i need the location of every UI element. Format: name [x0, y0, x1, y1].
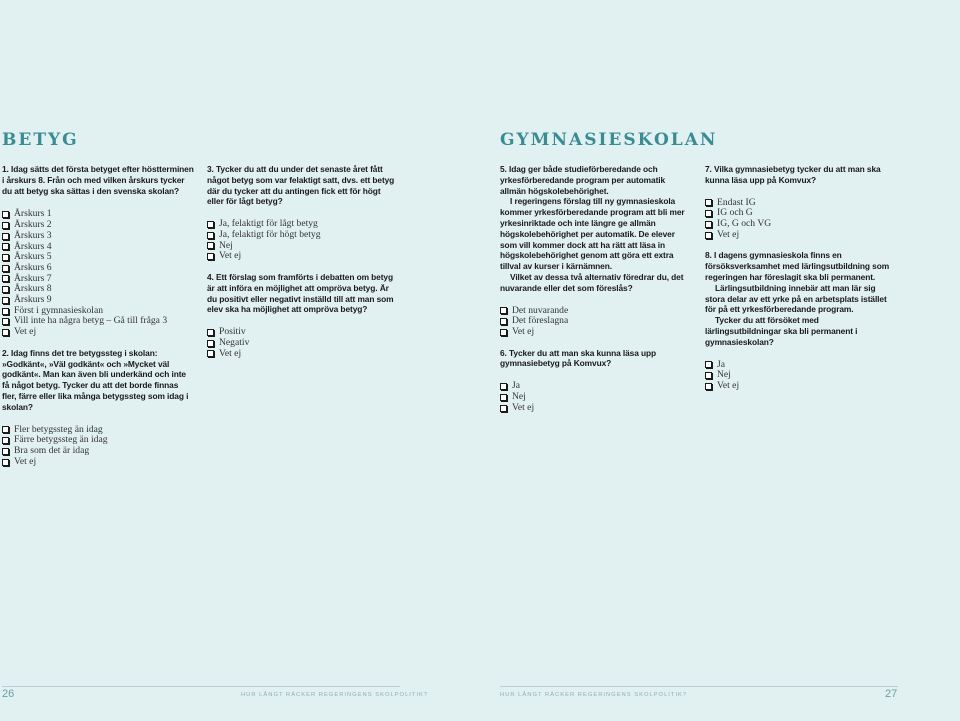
- option-label: Årskurs 2: [14, 219, 52, 231]
- option-label: Nej: [717, 369, 731, 381]
- option-label: Årskurs 5: [14, 251, 52, 263]
- footer-rule-left: [2, 686, 400, 687]
- option-label: Vet ej: [14, 326, 37, 338]
- checkbox-icon[interactable]: [2, 211, 9, 218]
- checkbox-icon[interactable]: [207, 253, 214, 260]
- option-label: Årskurs 9: [14, 294, 52, 306]
- column-left-2: [207, 164, 399, 369]
- checkbox-icon[interactable]: [2, 448, 9, 455]
- option-label: Årskurs 4: [14, 240, 52, 252]
- option-label: Färre betygssteg än idag: [14, 434, 108, 446]
- option-item[interactable]: [2, 327, 194, 338]
- checkbox-icon[interactable]: [2, 243, 9, 250]
- section-title-betyg: BETYG: [2, 130, 79, 150]
- checkbox-icon[interactable]: [705, 232, 712, 239]
- checkbox-icon[interactable]: [2, 254, 9, 261]
- option-label: Årskurs 8: [14, 283, 52, 295]
- checkbox-icon[interactable]: [2, 426, 9, 433]
- checkbox-icon[interactable]: [207, 221, 214, 228]
- checkbox-icon[interactable]: [500, 318, 507, 325]
- question-1: 1. Idag sätts det första betyget efter höstterminen i årskurs 8. Från och med vilken årskurs tycker du att betyg ska sättas i den svenska skolan?: [2, 164, 194, 196]
- checkbox-icon[interactable]: [500, 394, 507, 401]
- option-label: Vet ej: [717, 379, 740, 391]
- option-item[interactable]: [2, 457, 194, 468]
- option-item[interactable]: [207, 230, 399, 241]
- question-8-prompt: Tycker du att försöket med lärlingsutbildningar ska bli permanent i gymnasieskolan?: [705, 315, 858, 347]
- option-label: Vet ej: [219, 347, 242, 359]
- option-item[interactable]: [500, 403, 692, 414]
- checkbox-icon[interactable]: [705, 383, 712, 390]
- option-label: Vet ej: [717, 228, 740, 240]
- option-label: Årskurs 6: [14, 261, 52, 273]
- option-label: IG och G: [717, 207, 753, 219]
- option-item[interactable]: [500, 327, 692, 338]
- checkbox-icon[interactable]: [500, 405, 507, 412]
- checkbox-icon[interactable]: [2, 233, 9, 240]
- option-label: Årskurs 1: [14, 208, 52, 220]
- checkbox-icon[interactable]: [705, 372, 712, 379]
- section-title-gymnasieskolan: GYMNASIESKOLAN: [500, 130, 718, 150]
- question-6: 6. Tycker du att man ska kunna läsa upp gymnasiebetyg på Komvux?: [500, 347, 657, 369]
- checkbox-icon[interactable]: [500, 329, 507, 336]
- question-4: 4. Ett förslag som framförts i debatten om betyg är att införa en möjlighet att ompröva betyg. Är du positivt eller negativt inställd till att man som elev ska ha möjlighet att ompröva betyg?: [207, 272, 394, 315]
- checkbox-icon[interactable]: [207, 232, 214, 239]
- option-label: Vet ej: [219, 250, 242, 262]
- checkbox-icon[interactable]: [2, 222, 9, 229]
- option-label: Nej: [219, 239, 233, 251]
- option-label: Ja, felaktigt för högt betyg: [219, 228, 321, 240]
- option-label: Ja: [717, 358, 725, 370]
- checkbox-icon[interactable]: [2, 308, 9, 315]
- checkbox-icon[interactable]: [2, 286, 9, 293]
- checkbox-icon[interactable]: [500, 383, 507, 390]
- question-5-prompt: Vilket av dessa två alternativ föredrar du, det nuvarande eller det som föreslås?: [500, 271, 684, 293]
- option-label: Endast IG: [717, 196, 756, 208]
- question-5: 5. Idag ger både studieförberedande och yrkesförberedande program per automatik allmän högskolebehörighet.: [500, 164, 666, 196]
- option-item[interactable]: [500, 381, 692, 392]
- column-left-1: [2, 164, 194, 477]
- question-8-context: Lärlingsutbildning innebär att man lär sig stora delar av ett yrke på en arbetsplats istället för på ett yrkesförberedande program.: [705, 282, 887, 315]
- option-label: Årskurs 7: [14, 272, 52, 284]
- option-label: Ja: [512, 380, 520, 392]
- checkbox-icon[interactable]: [2, 265, 9, 272]
- option-label: Ja, felaktigt för lågt betyg: [219, 218, 318, 230]
- running-title-right: HUR LÅNGT RÄCKER REGERINGENS SKOLPOLITIK?: [500, 692, 688, 698]
- option-label: Nej: [512, 390, 526, 402]
- option-item[interactable]: [207, 349, 399, 360]
- options-q4: [207, 327, 399, 359]
- checkbox-icon[interactable]: [705, 210, 712, 217]
- checkbox-icon[interactable]: [705, 361, 712, 368]
- option-label: Det nuvarande: [512, 304, 569, 316]
- checkbox-icon[interactable]: [2, 275, 9, 282]
- column-right-2: [705, 164, 897, 402]
- option-label: Vill inte ha några betyg – Gå till fråga 3: [14, 315, 168, 327]
- checkbox-icon[interactable]: [2, 297, 9, 304]
- running-title-left: HUR LÅNGT RÄCKER REGERINGENS SKOLPOLITIK?: [241, 692, 429, 698]
- question-3: 3. Tycker du att du under det senaste året fått något betyg som var felaktigt satt, dvs. ett betyg där du tycker att du antingen fick ett för högt eller för lågt betyg?: [207, 164, 395, 207]
- checkbox-icon[interactable]: [207, 340, 214, 347]
- option-item[interactable]: [705, 360, 897, 371]
- option-label: Vet ej: [512, 401, 535, 413]
- option-item[interactable]: [2, 231, 194, 242]
- option-item[interactable]: [207, 251, 399, 262]
- checkbox-icon[interactable]: [2, 318, 9, 325]
- option-label: Vet ej: [14, 455, 37, 467]
- checkbox-icon[interactable]: [2, 329, 9, 336]
- option-label: IG, G och VG: [717, 218, 772, 229]
- options-q3: [207, 219, 399, 262]
- checkbox-icon[interactable]: [2, 459, 9, 466]
- footer-rule-right: [500, 686, 898, 687]
- options-q6: [500, 381, 692, 413]
- checkbox-icon[interactable]: [2, 437, 9, 444]
- option-label: Årskurs 3: [14, 229, 52, 241]
- checkbox-icon[interactable]: [207, 329, 214, 336]
- question-2: 2. Idag finns det tre betygssteg i skolan: »Godkänt«, »Väl godkänt« och »Mycket väl godkänt«. Man kan även bli underkänd och inte få något betyg. Tycker du att det borde finnas fler, färre eller lika många betygssteg som idag i skolan?: [2, 347, 189, 412]
- options-q8: [705, 360, 897, 392]
- option-item[interactable]: [207, 338, 399, 349]
- options-q7: [705, 198, 897, 241]
- checkbox-icon[interactable]: [705, 221, 712, 228]
- options-q1: [2, 209, 194, 337]
- option-label: Bra som det är idag: [14, 445, 90, 457]
- question-5-context: I regeringens förslag till ny gymnasieskola kommer yrkesförberedande program att bli mer yrkesinriktade och inte längre ge allmän högskolebehörighet per automatik. De elever som vill kommer dock att ha rätt att läsa in högskolebehörighet genom att göra ett extra tillval av kurser i kärnämnen.: [500, 196, 685, 272]
- checkbox-icon[interactable]: [500, 307, 507, 314]
- column-right-1: [500, 164, 692, 423]
- page-number-left: 26: [2, 688, 15, 700]
- page-number-right: 27: [885, 688, 898, 700]
- option-label: Först i gymnasieskolan: [14, 304, 104, 316]
- options-q5: [500, 306, 692, 338]
- question-7: 7. Vilka gymnasiebetyg tycker du att man ska kunna läsa upp på Komvux?: [705, 164, 881, 185]
- option-item[interactable]: [705, 381, 897, 392]
- option-item[interactable]: [705, 230, 897, 241]
- option-label: Fler betygssteg än idag: [14, 423, 103, 435]
- options-q2: [2, 425, 194, 468]
- option-label: Positiv: [219, 326, 246, 338]
- checkbox-icon[interactable]: [207, 350, 214, 357]
- option-label: Det föreslagna: [512, 315, 569, 327]
- checkbox-icon[interactable]: [705, 199, 712, 206]
- checkbox-icon[interactable]: [207, 242, 214, 249]
- option-item[interactable]: [2, 263, 194, 274]
- question-8: 8. I dagens gymnasieskola finns en försöksverksamhet med lärlingsutbildning som regeringen har föreslagit ska bli permanent.: [705, 250, 890, 282]
- option-label: Negativ: [219, 336, 250, 348]
- option-label: Vet ej: [512, 325, 535, 337]
